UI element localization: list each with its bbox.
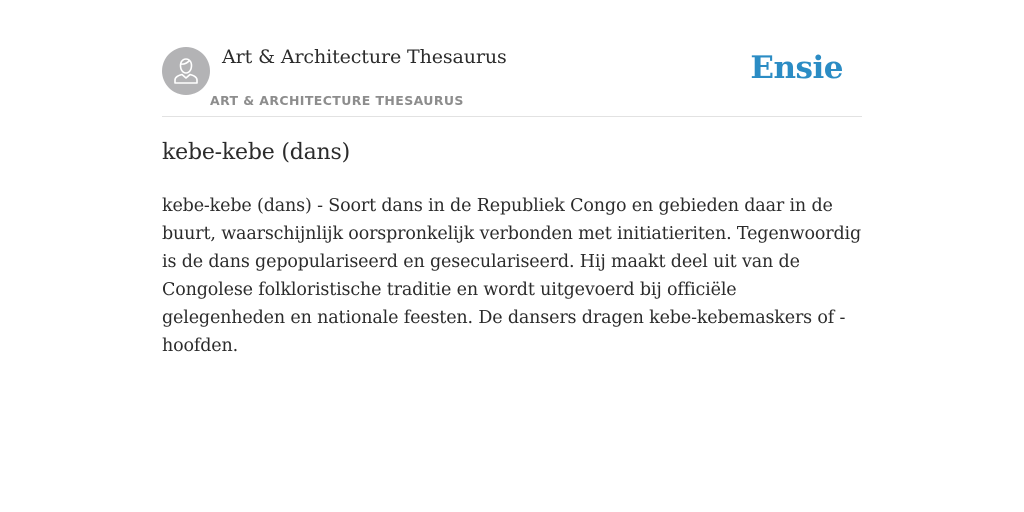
header	[162, 0, 862, 117]
entry-body: kebe-kebe (dans) - Soort dans in de Republiek Congo en gebieden daar in de buurt, waarschijnlijk oorspronkelijk verbonden met initiatieriten. Tegenwoordig is de dans gepopulariseerd en geseculariseerd. Hij maakt deel uit van de Congolese folkloristische traditie en wordt uitgevoerd bij officiële gelegenheden en nationale feesten. De dansers dragen kebe-kebemaskers of -hoofden.	[162, 196, 862, 356]
entry-title: kebe-kebe (dans)	[162, 140, 350, 165]
brand-logo[interactable]: Ensie	[750, 50, 843, 86]
user-icon	[162, 47, 210, 95]
source-title[interactable]: Art & Architecture Thesaurus	[222, 46, 507, 68]
avatar[interactable]	[162, 47, 210, 95]
source-subtitle[interactable]: ART & ARCHITECTURE THESAURUS	[210, 93, 464, 108]
page	[162, 0, 862, 512]
